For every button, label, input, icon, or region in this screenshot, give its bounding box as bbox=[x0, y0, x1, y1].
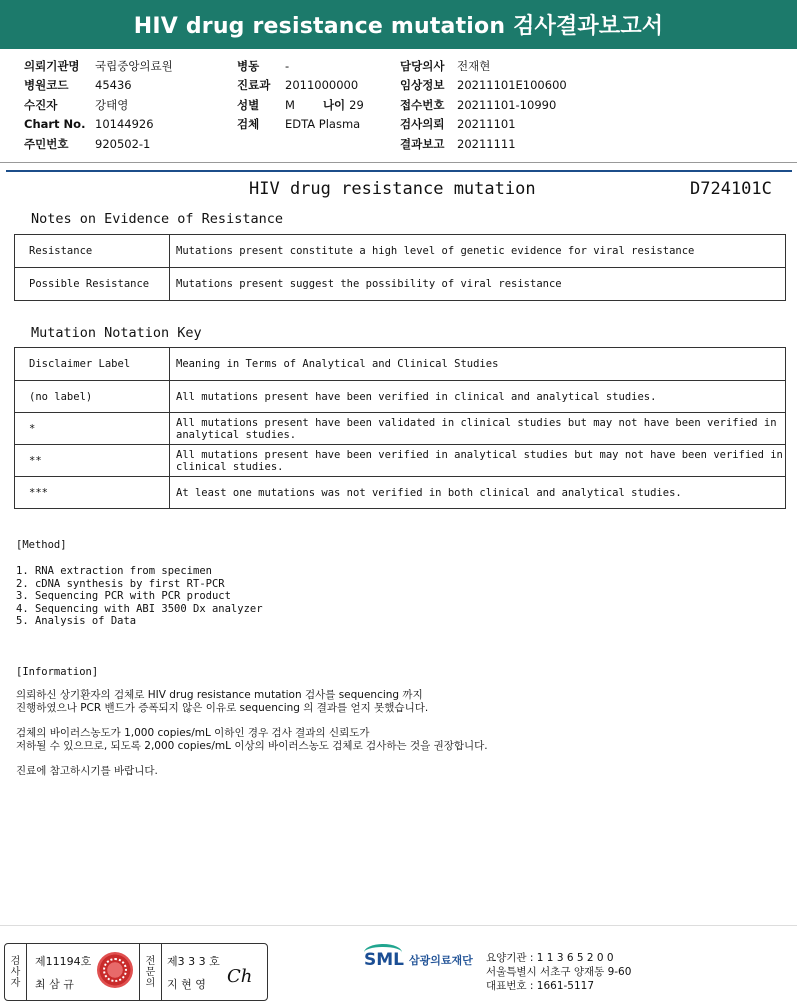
report-title: HIV drug resistance mutation 검사결과보고서 bbox=[133, 14, 664, 39]
patient-info-col2 bbox=[237, 56, 364, 134]
seal-stamp-icon bbox=[97, 952, 133, 988]
info-row: 주민번호 920502-1 bbox=[24, 136, 151, 151]
info-row: 의뢰기관명 국립중앙의료원 bbox=[24, 58, 173, 73]
notation-text: All mutations present have been validated in clinical studies but may not have been verified in analytical studies. bbox=[170, 413, 786, 445]
method-step: 1. RNA extraction from specimen bbox=[16, 565, 212, 577]
info-row: 검체 EDTA Plasma bbox=[237, 117, 361, 132]
organization-name: 삼광의료재단 bbox=[409, 954, 473, 967]
info-row: Chart No. 10144926 bbox=[24, 117, 154, 132]
info-row: 임상정보 20211101E100600 bbox=[400, 78, 567, 93]
info-row: 담당의사 전재현 bbox=[400, 58, 491, 73]
evidence-heading: Notes on Evidence of Resistance bbox=[31, 211, 283, 227]
info-row: 검사의뢰 20211101 bbox=[400, 117, 516, 132]
evidence-text: Mutations present constitute a high level of genetic evidence for viral resistance bbox=[170, 235, 786, 268]
info-row: 수진자 강태영 bbox=[24, 97, 129, 112]
section-title: HIV drug resistance mutation bbox=[249, 179, 536, 199]
notation-text: All mutations present have been verified in analytical studies but may not have been verified in clinical studies. bbox=[170, 445, 786, 477]
info-row: 병원코드 45436 bbox=[24, 78, 132, 93]
reviewer-number: 제3 3 3 호 bbox=[167, 955, 220, 968]
evidence-text: Mutations present suggest the possibility of viral resistance bbox=[170, 268, 786, 301]
info-row: 병동 - bbox=[237, 58, 290, 73]
notation-label: (no label) bbox=[15, 381, 170, 413]
table-row bbox=[15, 381, 786, 413]
info-row: 결과보고 20211111 bbox=[400, 136, 516, 151]
method-step: 5. Analysis of Data bbox=[16, 615, 137, 628]
reviewer-label: 전 문 의 bbox=[139, 944, 162, 1000]
table-row bbox=[15, 348, 786, 381]
method-step: 4. Sequencing with ABI 3500 Dx analyzer bbox=[16, 602, 263, 615]
notation-label: Disclaimer Label bbox=[15, 348, 170, 381]
evidence-table bbox=[14, 234, 786, 301]
method-heading: [Method] bbox=[16, 539, 67, 551]
notation-heading: Mutation Notation Key bbox=[31, 325, 202, 341]
lab-contact bbox=[486, 951, 631, 993]
table-row bbox=[15, 413, 786, 445]
inspector-name: 최 삼 규 bbox=[35, 978, 74, 991]
age-value: 29 bbox=[349, 97, 364, 112]
information-heading: [Information] bbox=[16, 666, 99, 678]
method-step: 2. cDNA synthesis by first RT-PCR bbox=[16, 577, 225, 590]
patient-info-col3 bbox=[400, 56, 567, 154]
report-banner bbox=[0, 0, 797, 49]
sml-logo-text: SML bbox=[364, 950, 404, 970]
information-body bbox=[16, 689, 488, 790]
notation-text: All mutations present have been verified in clinical and analytical studies. bbox=[170, 381, 786, 413]
evidence-label: Possible Resistance bbox=[15, 268, 170, 301]
notation-label: * bbox=[15, 413, 170, 445]
patient-info-col1 bbox=[24, 56, 173, 154]
inspector-label: 검 사 자 bbox=[5, 944, 27, 1000]
notation-text: Meaning in Terms of Analytical and Clinical Studies bbox=[170, 348, 786, 381]
information-paragraph: 진료에 참고하시기를 바랍니다. bbox=[16, 765, 158, 777]
method-steps bbox=[16, 565, 263, 628]
footer-divider bbox=[0, 925, 797, 926]
section-divider bbox=[6, 170, 792, 172]
info-row: 성별 M 나이 29 bbox=[237, 97, 364, 112]
lab-address: 서울특별시 서초구 양재동 9-60 bbox=[486, 966, 632, 978]
method-step: 3. Sequencing PCR with PCR product bbox=[16, 590, 231, 603]
handwritten-signature: Ch bbox=[227, 966, 253, 987]
header-divider bbox=[0, 162, 797, 163]
notation-label: ** bbox=[15, 445, 170, 477]
information-paragraph: 검체의 바이러스농도가 1,000 copies/mL 이하인 경우 검사 결과의 신뢰도가 저하될 수 있으므로, 되도록 2,000 copies/mL 이상의 바이러스농도 검체로 검사하는 것을 권장합니다. bbox=[16, 727, 488, 752]
notation-table bbox=[14, 347, 786, 509]
table-row bbox=[15, 268, 786, 301]
logo-arc-icon bbox=[364, 944, 402, 961]
age-label: 나이 bbox=[322, 97, 346, 112]
table-row bbox=[15, 235, 786, 268]
reviewer-name: 지 현 영 bbox=[167, 978, 206, 991]
signature-box bbox=[4, 943, 268, 1001]
information-paragraph: 의뢰하신 상기환자의 검체로 HIV drug resistance mutation 검사를 sequencing 까지 진행하였으나 PCR 밴드가 증폭되지 않은 이유로 sequencing 의 결과를 얻지 못했습니다. bbox=[16, 689, 429, 714]
evidence-label: Resistance bbox=[15, 235, 170, 268]
section-code: D724101C bbox=[690, 179, 772, 199]
lab-phone: 대표번호 : 1661-5117 bbox=[486, 980, 595, 992]
table-row bbox=[15, 445, 786, 477]
notation-label: *** bbox=[15, 477, 170, 509]
sml-logo bbox=[364, 950, 473, 970]
info-row: 접수번호 20211101-10990 bbox=[400, 97, 557, 112]
table-row bbox=[15, 477, 786, 509]
notation-text: At least one mutations was not verified in both clinical and analytical studies. bbox=[170, 477, 786, 509]
institution-code: 요양기관 : 1 1 3 6 5 2 0 0 bbox=[486, 952, 614, 964]
info-row: 진료과 2011000000 bbox=[237, 78, 359, 93]
inspector-number: 제11194호 bbox=[35, 955, 92, 968]
